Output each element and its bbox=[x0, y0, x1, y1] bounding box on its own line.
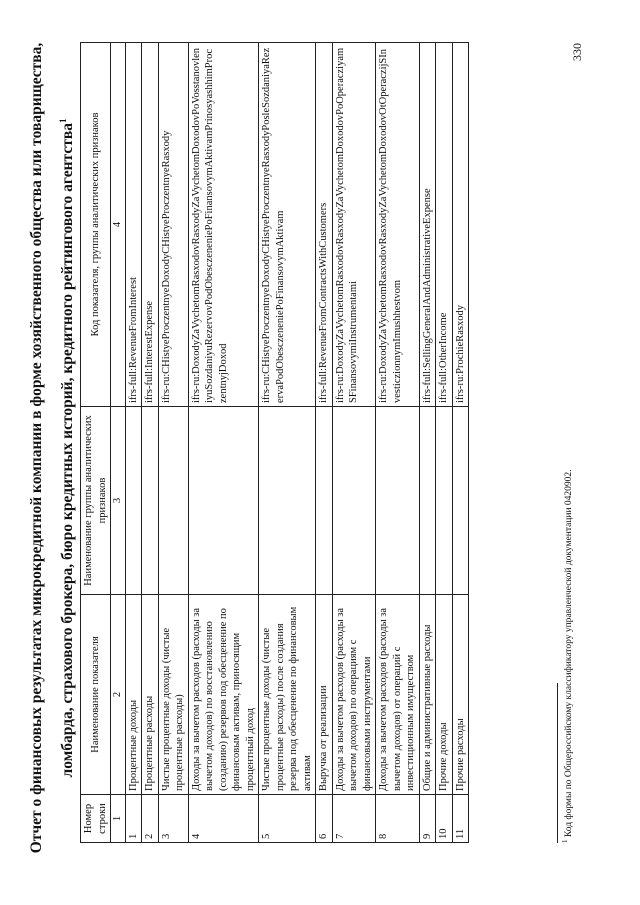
group-name bbox=[452, 406, 469, 594]
row-number: 9 bbox=[419, 794, 436, 842]
indicator-name: Процентные расходы bbox=[142, 594, 159, 794]
table-row bbox=[259, 42, 316, 842]
row-number: 10 bbox=[436, 794, 453, 842]
indicator-code: ifrs-ru:DoxodyZaVychetomRasxodovRasxodyZaVychetomDoxodovPoOperacziyamSFinansovymiInstrumentami bbox=[332, 42, 376, 406]
group-name bbox=[158, 406, 188, 594]
row-number: 1 bbox=[125, 794, 142, 842]
indicator-name: Общие и административные расходы bbox=[419, 594, 436, 794]
indicator-name: Прочие доходы bbox=[436, 594, 453, 794]
table-index-row bbox=[111, 42, 126, 842]
indicator-name: Прочие расходы bbox=[452, 594, 469, 794]
group-name bbox=[436, 406, 453, 594]
index-cell: 4 bbox=[111, 42, 126, 406]
indicator-code: ifrs-ru:ProchieRasxody bbox=[452, 42, 469, 406]
header-row-number: Номер строки bbox=[81, 794, 111, 842]
group-name bbox=[142, 406, 159, 594]
table-row bbox=[419, 42, 436, 842]
row-number: 4 bbox=[188, 794, 259, 842]
indicator-code: ifrs-ru:CHistyeProczentnyeDoxodyCHistyeProczentnyeRasxodyPosleSozdaniyaRezervaPodObesczeneniePoFinansovymAktivam bbox=[259, 42, 316, 406]
group-name bbox=[259, 406, 316, 594]
report-table bbox=[80, 42, 469, 843]
indicator-code: ifrs-ru:DoxodyZaVychetomRasxodovRasxodyZaVychetomDoxodovPoVosstanovleniyuSozdaniyuRezervovPodObesczeneniePoFinansovymAktivamPrinosyashhimProczentnyjDoxod bbox=[188, 42, 259, 406]
indicator-name: Выручка от реализации bbox=[316, 594, 333, 794]
table-row bbox=[125, 42, 142, 842]
table-row bbox=[452, 42, 469, 842]
table-row bbox=[316, 42, 333, 842]
indicator-name: Чистые процентные доходы (чистые процентные расходы) после создания резерва под обесценение по финансовым активам bbox=[259, 594, 316, 794]
table-row bbox=[158, 42, 188, 842]
table-row bbox=[142, 42, 159, 842]
group-name bbox=[188, 406, 259, 594]
document-title bbox=[24, 33, 81, 863]
indicator-code: ifrs-ru:DoxodyZaVychetomRasxodovRasxodyZaVychetomDoxodovOtOperaczijSInvesticzionnymImushhestvom bbox=[376, 42, 420, 406]
indicator-code: ifrs-full:RevenueFromInterest bbox=[125, 42, 142, 406]
indicator-code: ifrs-full:InterestExpense bbox=[142, 42, 159, 406]
indicator-code: ifrs-full:OtherIncome bbox=[436, 42, 453, 406]
row-number: 3 bbox=[158, 794, 188, 842]
footnote-text: Код формы по Общероссийскому классификатору управленческой документации 0420902. bbox=[564, 468, 575, 837]
indicator-code: ifrs-full:RevenueFromContractsWithCustomers bbox=[316, 42, 333, 406]
footnote-separator bbox=[557, 683, 558, 843]
indicator-name: Чистые процентные доходы (чистые процентные расходы) bbox=[158, 594, 188, 794]
page-number: 330 bbox=[570, 42, 584, 61]
table-header-row bbox=[81, 42, 111, 842]
header-indicator-name: Наименование показателя bbox=[81, 594, 111, 794]
indicator-name: Доходы за вычетом расходов (расходы за вычетом доходов) от операций с инвестиционным имуществом bbox=[376, 594, 420, 794]
indicator-name: Доходы за вычетом расходов (расходы за вычетом доходов) по операциям с финансовыми инструментами bbox=[332, 594, 376, 794]
header-group-name: Наименование группы аналитических признаков bbox=[81, 406, 111, 594]
table-row bbox=[188, 42, 259, 842]
rotated-page bbox=[10, 13, 630, 893]
group-name bbox=[376, 406, 420, 594]
indicator-name: Доходы за вычетом расходов (расходы за вычетом доходов) по восстановлению (созданию) резервов под обесценение по финансовым активам, приносящим процентный доход bbox=[188, 594, 259, 794]
row-number: 5 bbox=[259, 794, 316, 842]
row-number: 2 bbox=[142, 794, 159, 842]
report-table-container bbox=[80, 43, 469, 843]
footnote bbox=[561, 469, 574, 843]
row-number: 6 bbox=[316, 794, 333, 842]
title-footnote-mark: 1 bbox=[58, 118, 68, 123]
indicator-code: ifrs-full:SellingGeneralAndAdministrativeExpense bbox=[419, 42, 436, 406]
group-name bbox=[332, 406, 376, 594]
title-text: Отчет о финансовых результатах микрокредитной компании в форме хозяйственного общества или товарищества, ломбарда, страхового брокера, бюро кредитных историй, кредитного рейтингового агентства bbox=[28, 42, 77, 853]
group-name bbox=[419, 406, 436, 594]
header-indicator-code: Код показателя, группы аналитических признаков bbox=[81, 42, 111, 406]
index-cell: 2 bbox=[111, 594, 126, 794]
row-number: 8 bbox=[376, 794, 420, 842]
group-name bbox=[316, 406, 333, 594]
table-row bbox=[436, 42, 453, 842]
indicator-code: ifrs-ru:CHistyeProczentnyeDoxodyCHistyeProczentnyeRasxody bbox=[158, 42, 188, 406]
index-cell: 3 bbox=[111, 406, 126, 594]
table-row bbox=[332, 42, 376, 842]
row-number: 11 bbox=[452, 794, 469, 842]
footnote-mark: 1 bbox=[561, 839, 569, 843]
row-number: 7 bbox=[332, 794, 376, 842]
index-cell: 1 bbox=[111, 794, 126, 842]
table-row bbox=[376, 42, 420, 842]
group-name bbox=[125, 406, 142, 594]
indicator-name: Процентные доходы bbox=[125, 594, 142, 794]
